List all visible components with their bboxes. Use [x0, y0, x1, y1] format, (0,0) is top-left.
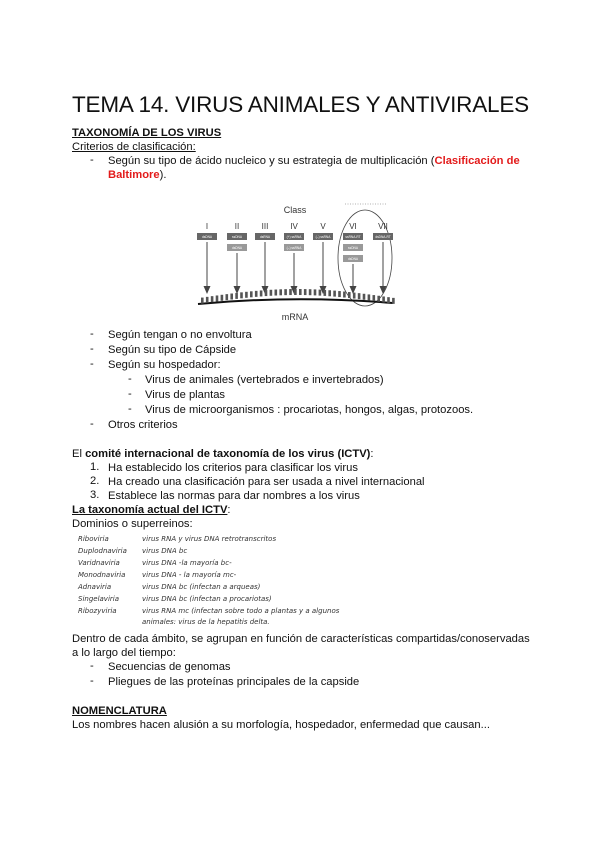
criterion-nucleic-acid [108, 154, 520, 168]
list-number: 2. [90, 475, 100, 487]
class-numeral: VI [349, 222, 357, 231]
criterion-text: Según su tipo de ácido nucleico y su estrategia de multiplicación ( [108, 155, 435, 167]
page-title: TEMA 14. VIRUS ANIMALES Y ANTIVIRALES [72, 92, 529, 117]
mrna-base-tick [226, 294, 229, 300]
bullet-dash: - [90, 675, 94, 687]
mrna-base-tick [382, 296, 385, 302]
domain-name: Adnaviria [78, 583, 112, 591]
criterion-other: Otros criterios [108, 419, 178, 431]
domain-name: Duplodnaviria [78, 547, 127, 555]
baltimore-highlight-b: Baltimore [108, 169, 160, 181]
class-numeral: III [261, 222, 269, 231]
class-numeral: II [234, 222, 240, 231]
mrna-base-tick [289, 289, 292, 295]
ictv-intro-post: : [370, 448, 374, 460]
mrna-base-tick [294, 289, 297, 295]
mrna-base-tick [201, 298, 204, 304]
mrna-base-tick [319, 290, 322, 296]
domain-desc: virus DNA bc (infectan a procariotas) [142, 595, 272, 603]
grouping-line-1: Dentro de cada ámbito, se agrupan en función de características compartidas/conoservadas [72, 633, 530, 645]
mrna-base-tick [314, 289, 317, 295]
mrna-base-tick [211, 296, 214, 302]
ictv-current-heading-end: : [227, 504, 231, 516]
criterion-host: Según su hospedador: [108, 359, 221, 371]
grouping-item-genomes: Secuencias de genomas [108, 661, 231, 673]
genome-box-label: dsRNA [259, 235, 271, 240]
mrna-base-tick [240, 292, 243, 298]
class-numeral: VII [378, 222, 388, 231]
mrna-base-tick [328, 290, 331, 296]
mrna-base-tick [299, 289, 302, 295]
criterion-envelope: Según tengan o no envoltura [108, 329, 252, 341]
mrna-base-tick [221, 295, 224, 301]
mrna-base-tick [230, 294, 233, 300]
mrna-base-tick [275, 290, 278, 296]
domain-name: Singelaviria [78, 595, 120, 603]
genome-box-label: (–) ssRNA [286, 246, 302, 251]
baltimore-classification-figure [195, 196, 415, 326]
class-numeral: I [205, 222, 209, 231]
mrna-base-tick [387, 297, 390, 303]
domain-name: Riboviria [78, 535, 109, 543]
genome-box-label: dsDNA [201, 235, 213, 240]
mrna-base-tick [279, 289, 282, 295]
host-plants: Virus de plantas [145, 389, 226, 401]
criterion-capsid: Según su tipo de Cápside [108, 344, 237, 356]
mrna-base-tick [363, 294, 366, 300]
domain-desc: virus RNA mc (infectan sobre todo a plantas y a algunos [142, 607, 340, 615]
grouping-line-2: a lo largo del tiempo: [72, 647, 176, 659]
genome-box-label: dsDNA-RT [375, 235, 391, 240]
domains-label: Dominios o superreinos: [72, 518, 193, 530]
mrna-base-tick [235, 293, 238, 299]
domain-desc: virus DNA -la mayoría bc- [142, 559, 232, 567]
mrna-base-tick [392, 298, 395, 304]
class-numeral: IV [290, 222, 298, 231]
ictv-intro-pre: El [72, 448, 86, 460]
mrna-base-tick [255, 291, 258, 297]
domain-desc: virus RNA y virus DNA retrotranscritos [142, 535, 277, 543]
mrna-base-tick [270, 290, 273, 296]
mrna-base-tick [250, 291, 253, 297]
mrna-base-tick [377, 296, 380, 302]
ictv-point-3: Establece las normas para dar nombres a los virus [108, 490, 360, 502]
criterion-nucleic-acid-cont [108, 168, 166, 182]
domain-name: Ribozyviria [78, 607, 117, 615]
mrna-base-tick [368, 294, 371, 300]
host-animals: Virus de animales (vertebrados e invertebrados) [145, 374, 384, 386]
mrna-base-tick [260, 290, 263, 296]
mrna-base-tick [353, 293, 356, 299]
bullet-dash: - [90, 660, 94, 672]
grouping-item-folds: Pliegues de las proteínas principales de la capside [108, 676, 360, 688]
bullet-dash: - [90, 418, 94, 430]
figure-mrna-label: mRNA [281, 312, 309, 322]
pathway-arrow-head [204, 286, 211, 294]
mrna-base-tick [245, 292, 248, 298]
list-number: 3. [90, 489, 100, 501]
domain-desc: virus DNA - la mayoría mc- [142, 571, 237, 579]
domain-desc: virus DNA bc [142, 547, 188, 555]
bullet-dash: - [90, 328, 94, 340]
genome-box-label: (–) ssRNA [315, 235, 331, 240]
bullet-dash: - [90, 154, 94, 166]
genome-box-label: ssDNA [348, 246, 358, 251]
nomenclature-text: Los nombres hacen alusión a su morfología, hospedador, enfermedad que causan... [72, 719, 490, 731]
ictv-current-heading-text: La taxonomía actual del ICTV [72, 504, 228, 516]
mrna-base-tick [348, 292, 351, 298]
mrna-base-tick [333, 291, 336, 297]
mrna-base-tick [309, 289, 312, 295]
criterion-end: ). [159, 169, 167, 181]
section-heading-taxonomy: TAXONOMÍA DE LOS VIRUS [72, 127, 222, 139]
class-numeral: V [320, 222, 326, 231]
mrna-base-tick [373, 295, 376, 301]
figure-class-label: Class [283, 205, 307, 215]
mrna-base-tick [324, 290, 327, 296]
baltimore-highlight-a: Clasificación de [434, 155, 520, 167]
genome-box-label: dsDNA [347, 257, 359, 262]
bullet-dash: - [128, 388, 132, 400]
genome-box-label: ssRNA-RT [345, 235, 361, 240]
bullet-dash: - [128, 403, 132, 415]
mrna-base-tick [343, 292, 346, 298]
bullet-dash: - [90, 343, 94, 355]
ictv-intro [72, 447, 374, 461]
mrna-base-tick [338, 291, 341, 297]
genome-box-label: (+) ssRNA [286, 235, 302, 240]
ictv-current-heading [72, 503, 231, 517]
domain-name: Varidnaviria [78, 559, 120, 567]
domain-desc: virus DNA bc (infectan a arqueas) [142, 583, 261, 591]
genome-box-label: dsDNA [231, 246, 243, 251]
ictv-point-1: Ha establecido los criterios para clasificar los virus [108, 462, 358, 474]
mrna-base-tick [216, 295, 219, 301]
ictv-name: comité internacional de taxonomía de los virus (ICTV) [85, 448, 371, 460]
mrna-base-tick [265, 290, 268, 296]
ictv-point-2: Ha creado una clasificación para ser usada a nivel internacional [108, 476, 425, 488]
mrna-base-tick [358, 293, 361, 299]
domain-name: Monodnaviria [78, 571, 126, 579]
bullet-dash: - [128, 373, 132, 385]
bullet-dash: - [90, 358, 94, 370]
mrna-base-tick [304, 289, 307, 295]
mrna-base-tick [284, 289, 287, 295]
class-columns [197, 222, 393, 294]
pathway-arrow-head [234, 286, 241, 294]
section-heading-nomenclature: NOMENCLATURA [72, 705, 167, 717]
host-microorganisms: Virus de microorganismos : procariotas, hongos, algas, protozoos. [145, 404, 474, 416]
mrna-base-tick [206, 297, 209, 303]
genome-box-label: ssDNA [232, 235, 242, 240]
list-number: 1. [90, 461, 100, 473]
domain-desc-cont: animales: virus de la hepatitis delta. [142, 618, 270, 626]
criteria-label: Criterios de clasificación: [72, 141, 196, 153]
